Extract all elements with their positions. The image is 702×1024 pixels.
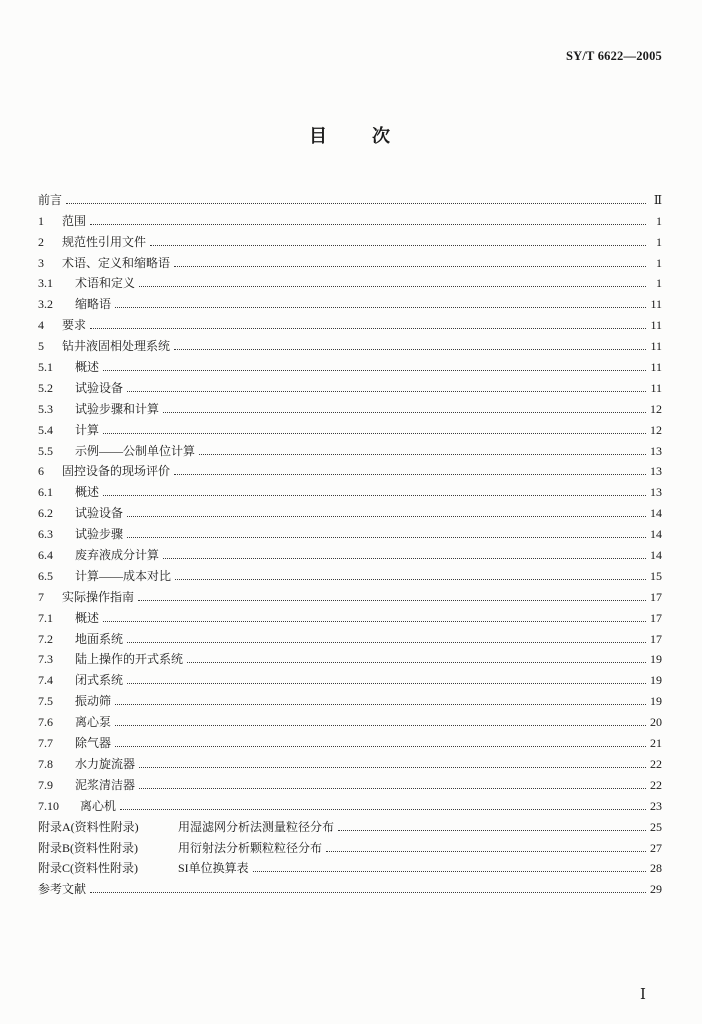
- toc-leader-dots: [127, 537, 646, 538]
- toc-entry: [38, 753, 662, 774]
- toc-entry-page: 17: [650, 589, 662, 604]
- toc-entry-page: 17: [650, 610, 662, 625]
- page-number: Ⅰ: [640, 987, 646, 1003]
- toc-leader-dots: [174, 266, 646, 267]
- toc-leader-dots: [187, 662, 646, 663]
- toc-entry-page: 19: [650, 652, 662, 667]
- toc-leader-dots: [103, 433, 646, 434]
- toc-entry-number: 7.9: [38, 777, 53, 792]
- toc-entry-title: 用湿滤网分析法测量粒径分布: [178, 819, 335, 834]
- toc-entry: [38, 586, 662, 607]
- toc-entry-number: 6.1: [38, 485, 53, 500]
- toc-leader-dots: [103, 621, 646, 622]
- toc-entry-page: 22: [650, 777, 662, 792]
- toc-entry-page: 1: [656, 276, 662, 291]
- toc-leader-dots: [139, 788, 646, 789]
- toc-entry: [38, 356, 662, 377]
- toc-entry-page: 14: [650, 506, 662, 521]
- toc-entry: [38, 481, 662, 502]
- toc-entry-number: 3.2: [38, 297, 53, 312]
- toc-entry-title: 示例——公制单位计算: [75, 443, 196, 458]
- toc-leader-dots: [115, 725, 646, 726]
- toc-entry-title: 要求: [62, 318, 87, 333]
- toc-leader-dots: [127, 516, 646, 517]
- toc-entry-page: 12: [650, 422, 662, 437]
- toc-leader-dots: [103, 370, 646, 371]
- toc-entry-title: 计算: [75, 422, 100, 437]
- toc-leader-dots: [175, 579, 646, 580]
- toc-entry: [38, 523, 662, 544]
- toc-entry-title: 试验步骤: [75, 527, 124, 542]
- toc-entry: [38, 732, 662, 753]
- toc-entry-title: 振动筛: [75, 694, 112, 709]
- toc-entry: [38, 335, 662, 356]
- toc-leader-dots: [115, 704, 646, 705]
- toc-entry-title: 闭式系统: [75, 673, 124, 688]
- toc-entry: [38, 377, 662, 398]
- toc-entry-title: 固控设备的现场评价: [62, 464, 171, 479]
- toc-entry: [38, 649, 662, 670]
- toc-entry-title: 参考文献: [38, 882, 87, 897]
- toc-entry-page: 13: [650, 443, 662, 458]
- toc-entry-number: 5.1: [38, 360, 53, 375]
- toc-entry: [38, 565, 662, 586]
- toc-entry-title: 缩略语: [75, 297, 112, 312]
- toc-entry-title: 试验步骤和计算: [75, 401, 160, 416]
- toc-entry-page: 19: [650, 694, 662, 709]
- toc-entry: [38, 607, 662, 628]
- toc-entry-title: 用衍射法分析颗粒粒径分布: [178, 840, 323, 855]
- toc-entry-number: 7.1: [38, 610, 53, 625]
- toc-leader-dots: [90, 328, 646, 329]
- toc-leader-dots: [139, 767, 646, 768]
- toc-entry: [38, 690, 662, 711]
- toc-entry: [38, 398, 662, 419]
- toc-entry: [38, 858, 662, 879]
- toc-entry-number: 7.3: [38, 652, 53, 667]
- toc-entry: [38, 544, 662, 565]
- toc-entry-page: 1: [656, 234, 662, 249]
- toc-entry-page: 19: [650, 673, 662, 688]
- toc-leader-dots: [127, 391, 646, 392]
- toc-entry-number: 5.2: [38, 380, 53, 395]
- toc-leader-dots: [127, 642, 646, 643]
- toc-entry-number: 5.3: [38, 401, 53, 416]
- toc-entry-title: 规范性引用文件: [62, 234, 147, 249]
- toc-entry-page: 27: [650, 840, 662, 855]
- toc-entry-page: 12: [650, 401, 662, 416]
- toc-entry-page: 11: [650, 360, 662, 375]
- table-of-contents: [38, 189, 662, 899]
- toc-entry-number: 7.8: [38, 756, 53, 771]
- toc-leader-dots: [120, 809, 646, 810]
- toc-leader-dots: [199, 454, 646, 455]
- toc-entry: [38, 314, 662, 335]
- toc-entry-page: 1: [656, 213, 662, 228]
- toc-entry-title: 概述: [75, 610, 100, 625]
- toc-entry: [38, 628, 662, 649]
- toc-entry-page: 11: [650, 380, 662, 395]
- toc-entry-page: 13: [650, 464, 662, 479]
- toc-entry-page: 22: [650, 756, 662, 771]
- toc-entry: [38, 210, 662, 231]
- toc-entry-page: 1: [656, 255, 662, 270]
- toc-entry-title: 概述: [75, 485, 100, 500]
- toc-entry-number: 附录C(资料性附录): [38, 861, 138, 876]
- toc-leader-dots: [338, 830, 646, 831]
- toc-entry-title: 概述: [75, 360, 100, 375]
- toc-entry-page: 25: [650, 819, 662, 834]
- toc-entry-number: 附录A(资料性附录): [38, 819, 139, 834]
- toc-leader-dots: [139, 286, 646, 287]
- toc-entry-page: 28: [650, 861, 662, 876]
- toc-leader-dots: [150, 245, 646, 246]
- toc-entry: [38, 502, 662, 523]
- toc-leader-dots: [326, 851, 646, 852]
- toc-entry-page: 11: [650, 297, 662, 312]
- toc-entry-number: 1: [38, 213, 44, 228]
- toc-entry-page: 14: [650, 548, 662, 563]
- toc-entry-title: 泥浆清洁器: [75, 777, 136, 792]
- toc-entry: [38, 711, 662, 732]
- toc-entry-title: SI单位换算表: [178, 861, 249, 876]
- toc-entry-page: 15: [650, 568, 662, 583]
- toc-entry: [38, 774, 662, 795]
- toc-entry-number: 6.4: [38, 548, 53, 563]
- toc-entry: [38, 231, 662, 252]
- toc-entry: [38, 293, 662, 314]
- toc-entry-number: 6.5: [38, 568, 53, 583]
- toc-entry-title: 术语、定义和缩略语: [62, 255, 171, 270]
- toc-entry-title: 离心泵: [75, 715, 112, 730]
- toc-entry: [38, 795, 662, 816]
- toc-entry: [38, 252, 662, 273]
- toc-entry: [38, 461, 662, 482]
- toc-entry-title: 范围: [62, 213, 87, 228]
- toc-entry: [38, 419, 662, 440]
- toc-leader-dots: [253, 871, 646, 872]
- toc-leader-dots: [66, 203, 646, 204]
- toc-entry-page: 23: [650, 798, 662, 813]
- toc-entry-title: 废弃液成分计算: [75, 548, 160, 563]
- toc-entry-number: 7.5: [38, 694, 53, 709]
- toc-entry: [38, 669, 662, 690]
- toc-leader-dots: [115, 307, 646, 308]
- toc-leader-dots: [174, 349, 646, 350]
- toc-entry-title: 陆上操作的开式系统: [75, 652, 184, 667]
- toc-entry-page: Ⅱ: [653, 192, 662, 207]
- toc-leader-dots: [127, 683, 646, 684]
- toc-entry-page: 11: [650, 339, 662, 354]
- toc-entry-number: 6.3: [38, 527, 53, 542]
- toc-entry: [38, 878, 662, 899]
- toc-entry: [38, 189, 662, 210]
- toc-leader-dots: [103, 495, 646, 496]
- toc-entry-number: 2: [38, 234, 44, 249]
- toc-entry: [38, 816, 662, 837]
- toc-entry-title: 除气器: [75, 736, 112, 751]
- toc-entry: [38, 440, 662, 461]
- toc-leader-dots: [163, 558, 646, 559]
- toc-entry: [38, 273, 662, 294]
- toc-entry-page: 20: [650, 715, 662, 730]
- toc-entry-page: 17: [650, 631, 662, 646]
- toc-entry-number: 6: [38, 464, 44, 479]
- toc-entry-title: 钻井液固相处理系统: [62, 339, 171, 354]
- toc-entry-title: 地面系统: [75, 631, 124, 646]
- toc-entry-number: 7.10: [38, 798, 59, 813]
- toc-entry-number: 4: [38, 318, 44, 333]
- toc-leader-dots: [174, 474, 646, 475]
- page-title: 目 次: [309, 126, 393, 146]
- toc-entry-page: 21: [650, 736, 662, 751]
- toc-leader-dots: [90, 892, 646, 893]
- toc-entry-page: 29: [650, 882, 662, 897]
- toc-leader-dots: [138, 600, 646, 601]
- toc-entry-page: 11: [650, 318, 662, 333]
- toc-entry-number: 7.7: [38, 736, 53, 751]
- toc-entry-number: 6.2: [38, 506, 53, 521]
- toc-entry-number: 5: [38, 339, 44, 354]
- toc-entry-title: 离心机: [80, 798, 117, 813]
- document-code: SY/T 6622—2005: [566, 49, 662, 63]
- toc-entry-title: 计算——成本对比: [75, 568, 172, 583]
- toc-entry-number: 5.4: [38, 422, 53, 437]
- toc-entry-number: 附录B(资料性附录): [38, 840, 138, 855]
- toc-entry-title: 水力旋流器: [75, 756, 136, 771]
- toc-entry-page: 13: [650, 485, 662, 500]
- toc-entry-number: 5.5: [38, 443, 53, 458]
- toc-entry-number: 7.2: [38, 631, 53, 646]
- toc-entry-number: 7.6: [38, 715, 53, 730]
- toc-leader-dots: [163, 412, 646, 413]
- toc-leader-dots: [115, 746, 646, 747]
- toc-entry-title: 试验设备: [75, 380, 124, 395]
- toc-entry: [38, 837, 662, 858]
- toc-entry-page: 14: [650, 527, 662, 542]
- toc-entry-title: 术语和定义: [75, 276, 136, 291]
- toc-entry-title: 前言: [38, 192, 63, 207]
- toc-entry-title: 试验设备: [75, 506, 124, 521]
- toc-entry-number: 3.1: [38, 276, 53, 291]
- toc-entry-number: 3: [38, 255, 44, 270]
- toc-entry-title: 实际操作指南: [62, 589, 135, 604]
- toc-entry-number: 7.4: [38, 673, 53, 688]
- toc-leader-dots: [90, 224, 646, 225]
- toc-entry-number: 7: [38, 589, 44, 604]
